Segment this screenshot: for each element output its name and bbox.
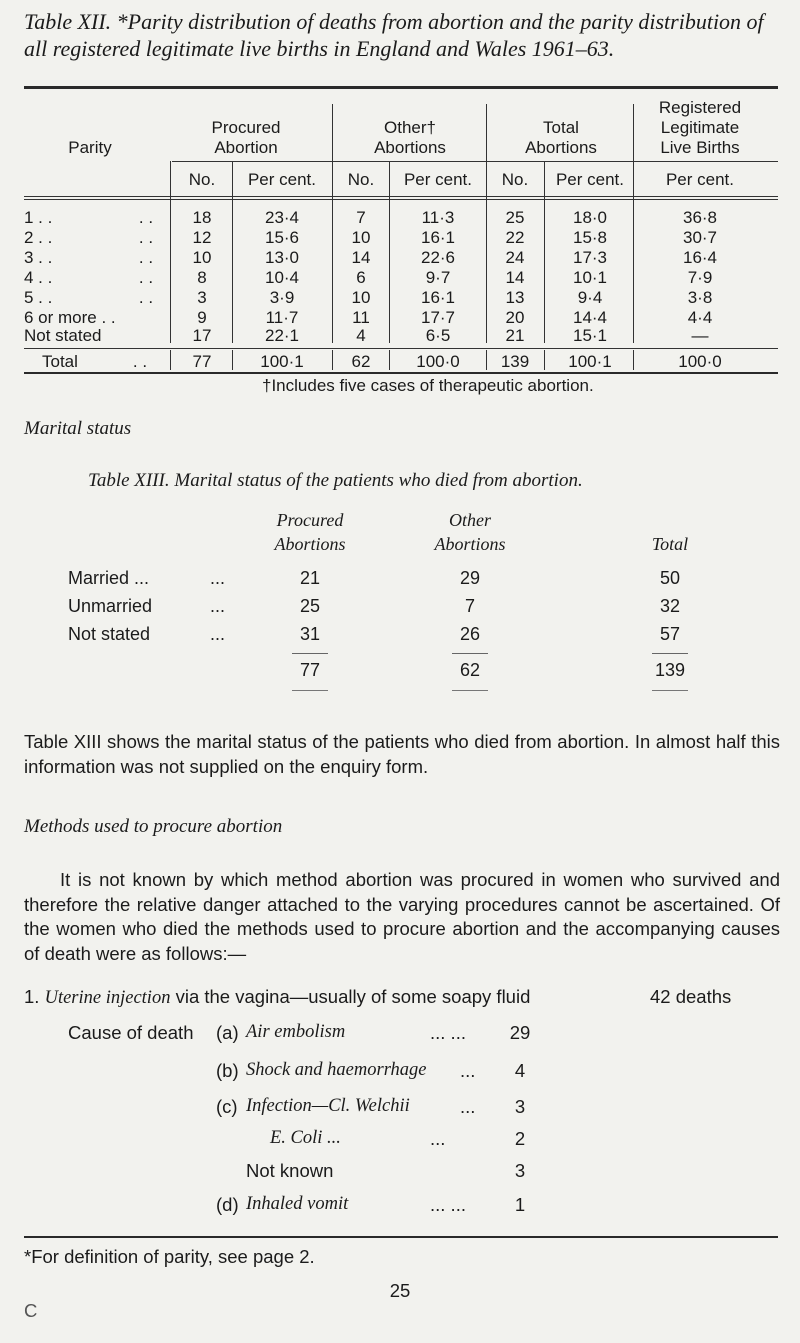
table-row [0,228,754,248]
total-no: 13 [505,288,525,307]
parity-label: 2 . . [24,228,53,247]
t13-sum-rule-1 [292,653,328,654]
procured-total-pct: 100·1 [260,352,304,371]
parity-label: 4 . . [24,268,53,287]
parity-dots: . . [138,228,154,247]
procured-header-1: Procured [211,118,281,137]
other-total-pct: 100·0 [416,352,460,371]
uterine-title: Uterine injection [44,988,171,1008]
t13-total: 32 [659,596,681,616]
cause-letter: (a) [216,1022,239,1043]
other-header-2: Abortions [374,138,446,157]
cause-count: 29 [509,1022,531,1043]
t13-procured: 25 [299,596,321,616]
procured-pct: 10·4 [264,268,300,287]
parity-header: Parity [68,138,112,157]
procured-no: 10 [192,248,212,267]
other-no: 6 [356,268,366,287]
cause-dots: ... ... [430,1022,466,1043]
t13-total: 57 [659,624,681,644]
cause-dots: ... [430,1128,446,1149]
procured-no: 18 [192,208,212,227]
registered-header-1: Registered [658,98,742,117]
header-rule-1 [24,196,778,197]
t13-sum-rule-2 [452,653,488,654]
t13-row-label: Married ... [68,568,150,588]
t13-procured-header-1: Procured [276,510,344,530]
other-no: 10 [351,288,371,307]
t13-row-dots: ... [210,624,226,644]
cause-count: 4 [514,1060,526,1081]
parity-label: 3 . . [24,248,53,267]
total-pct: 17·3 [572,248,608,267]
table-row [0,308,754,328]
other-total-no: 62 [351,352,371,371]
table-row [0,208,754,228]
procured-header-2: Abortion [214,138,278,157]
procured-pct: 11·7 [265,308,299,327]
registered-pct: 30·7 [682,228,718,247]
total-pct-header: Per cent. [555,170,625,189]
signature-mark: C [24,1300,38,1321]
other-pct-header: Per cent. [403,170,473,189]
total-row [0,352,754,372]
total-no-header: No. [501,170,529,189]
table-row [0,288,754,308]
total-total-no: 139 [500,352,530,371]
t13-procured: 21 [299,568,321,588]
t13-row-dots: ... [210,568,226,588]
procured-no: 17 [192,326,212,345]
table-xiii-title: Table XIII. Marital status of the patients who died from abortion. [88,470,583,491]
registered-pct: 7·9 [687,268,713,287]
total-no: 22 [505,228,525,247]
parity-label: 1 . . [24,208,53,227]
procured-no: 12 [192,228,212,247]
cause-dots: ... ... [430,1194,466,1215]
procured-no: 8 [197,268,207,287]
marital-paragraph: Table XIII shows the marital status of the patients who died from abortion. In almost half this information was not supplied on the enquiry form. [24,731,780,777]
total-pct: 18·0 [572,208,608,227]
parity-dots: . . [138,208,154,227]
table-row [0,326,754,346]
registered-header-2: Legitimate [660,118,740,137]
other-no-header: No. [347,170,375,189]
cause-dots: ... [460,1096,476,1117]
procured-total-no: 77 [192,352,212,371]
procured-pct: 23·4 [264,208,300,227]
cause-count: 3 [514,1096,526,1117]
cause-name: Shock and haemorrhage [246,1060,427,1080]
uterine-line [24,986,530,1009]
header-rule-2 [24,199,778,200]
parity-footnote: *For definition of parity, see page 2. [24,1246,315,1267]
cause-letter: (b) [216,1060,239,1081]
total-header-2: Abortions [525,138,597,157]
therapeutic-footnote: †Includes five cases of therapeutic abortion. [262,376,594,395]
total-dots: . . [132,352,148,371]
registered-pct: 3·8 [687,288,713,307]
total-pct: 10·1 [572,268,608,287]
registered-pct: 4·4 [687,308,713,327]
registered-pct: — [691,326,709,345]
procured-pct: 3·9 [269,288,295,307]
t13-grand-total: 139 [654,660,686,680]
marital-status-heading: Marital status [24,418,132,439]
other-no: 7 [356,208,366,227]
t13-total: 50 [659,568,681,588]
cause-name: Infection—Cl. Welchii [246,1096,410,1116]
t13-row-dots: ... [210,596,226,616]
total-pct: 15·1 [572,326,608,345]
page-number: 25 [389,1280,411,1301]
other-pct: 22·6 [420,248,456,267]
title-rule [24,86,778,89]
cause-count: 3 [514,1160,526,1181]
procured-pct: 15·6 [264,228,300,247]
procured-pct-header: Per cent. [247,170,317,189]
other-pct: 6·5 [425,326,451,345]
t13-procured-total: 77 [299,660,321,680]
cause-name: Not known [246,1160,334,1181]
subheader-rule [172,161,778,162]
total-no: 21 [505,326,525,345]
registered-header-3: Live Births [660,138,740,157]
t13-total-rule-2 [452,690,488,691]
total-pct: 15·8 [572,228,608,247]
total-pct: 14·4 [572,308,608,327]
other-pct: 11·3 [421,208,455,227]
other-no: 10 [351,228,371,247]
cause-name: Inhaled vomit [246,1194,349,1214]
other-pct: 16·1 [420,228,456,247]
t13-other: 29 [459,568,481,588]
t13-row-label: Unmarried [68,596,153,616]
t13-total-header: Total [651,534,689,554]
t13-other: 7 [464,596,475,616]
other-pct: 9·7 [425,268,451,287]
cause-letter: (c) [216,1096,238,1117]
other-header-1: Other† [384,118,436,137]
table-row [0,248,754,268]
procured-no: 3 [197,288,207,307]
t13-other-total: 62 [459,660,481,680]
table-xii-title: Table XII. *Parity distribution of deaths from abortion and the parity distribution of all registered legitimate live births in England and Wales 1961–63. [24,9,764,61]
other-no: 14 [351,248,371,267]
other-no: 4 [356,326,366,345]
uterine-rest: via the vagina—usually of some soapy fluid [175,986,531,1007]
t13-other-header-2: Abortions [434,534,506,554]
cause-dots: ... [460,1060,476,1081]
parity-dots: . . [138,248,154,267]
methods-heading: Methods used to procure abortion [24,816,283,837]
table-bottom-rule [24,372,778,374]
total-no: 24 [505,248,525,267]
table-row [0,268,754,288]
total-no: 14 [505,268,525,287]
procured-pct: 22·1 [264,326,300,345]
total-no: 20 [505,308,525,327]
t13-total-rule-1 [292,690,328,691]
procured-no: 9 [197,308,207,327]
other-no: 11 [352,308,370,327]
total-rule-top [24,348,778,349]
cause-count: 2 [514,1128,526,1149]
footer-rule [24,1236,778,1238]
t13-procured: 31 [299,624,321,644]
t13-other: 26 [459,624,481,644]
uterine-deaths: 42 deaths [650,986,732,1007]
total-label: Total [42,352,78,371]
total-pct: 9·4 [577,288,603,307]
registered-pct: 16·4 [682,248,718,267]
t13-other-header-1: Other [449,510,491,530]
registered-pct: 36·8 [682,208,718,227]
parity-dots: . . [138,268,154,287]
registered-total-pct: 100·0 [678,352,722,371]
total-no: 25 [505,208,525,227]
t13-row-label: Not stated [68,624,151,644]
cause-name: E. Coli ... [270,1128,341,1148]
other-pct: 16·1 [420,288,456,307]
parity-dots: . . [138,288,154,307]
cause-of-death-label: Cause of death [68,1022,194,1043]
cause-count: 1 [514,1194,526,1215]
t13-procured-header-2: Abortions [274,534,346,554]
total-total-pct: 100·1 [568,352,612,371]
parity-label: Not stated [24,326,102,345]
registered-pct-header: Per cent. [665,170,735,189]
parity-label: 5 . . [24,288,53,307]
t13-total-rule-3 [652,690,688,691]
uterine-number: 1. [24,986,40,1007]
procured-pct: 13·0 [264,248,300,267]
methods-paragraph: It is not known by which method abortion was procured in women who survived and therefore the relative danger attached to the varying procedures cannot be ascertained. Of the women who died the methods used to procure abortion and the accompanying causes of death were as follows:— [24,869,780,964]
procured-no-header: No. [188,170,216,189]
t13-sum-rule-3 [652,653,688,654]
other-pct: 17·7 [420,308,456,327]
cause-letter: (d) [216,1194,239,1215]
cause-name: Air embolism [246,1022,346,1042]
total-header-1: Total [543,118,579,137]
parity-label: 6 or more . . [24,308,116,327]
